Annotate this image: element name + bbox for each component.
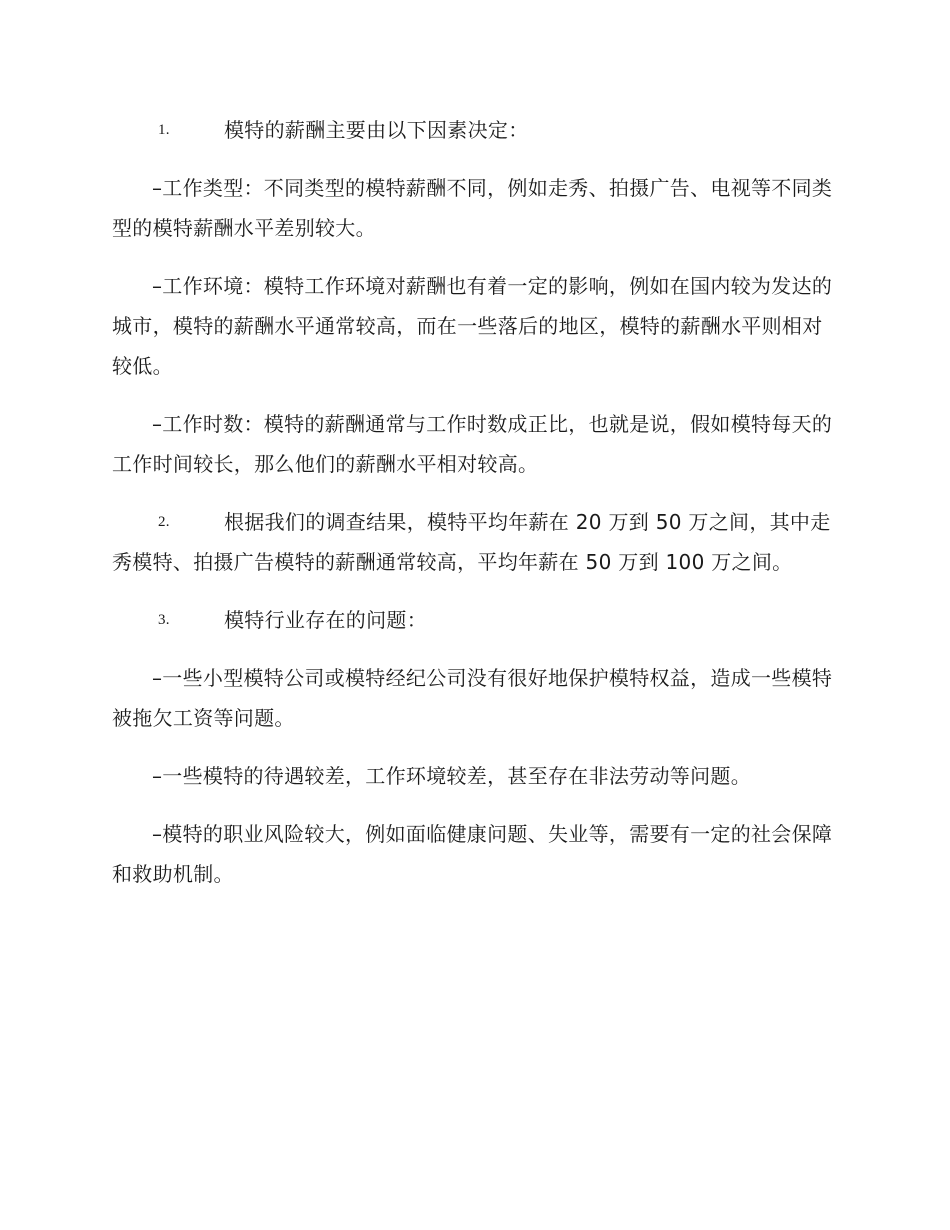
section-2-paragraph <box>112 502 834 582</box>
section-1-number: 1. <box>158 122 170 138</box>
section-2-text: 根据我们的调查结果，模特平均年薪在 20 万到 50 万之间，其中走秀模特、拍摄广告模特的薪酬通常较高，平均年薪在 50 万到 100 万之间。 <box>112 510 831 574</box>
section-3-item-3: –模特的职业风险较大，例如面临健康问题、失业等，需要有一定的社会保障和救助机制。 <box>112 822 833 886</box>
section-1-heading <box>112 110 834 150</box>
section-1-item-1: –工作类型：不同类型的模特薪酬不同，例如走秀、拍摄广告、电视等不同类型的模特薪酬水平差别较大。 <box>112 176 833 240</box>
section-1-item-2: –工作环境：模特工作环境对薪酬也有着一定的影响，例如在国内较为发达的城市，模特的薪酬水平通常较高，而在一些落后的地区，模特的薪酬水平则相对较低。 <box>112 274 833 378</box>
section-1-heading-text: 模特的薪酬主要由以下因素决定： <box>224 118 529 142</box>
section-3-item-1: –一些小型模特公司或模特经纪公司没有很好地保护模特权益，造成一些模特被拖欠工资等问题。 <box>112 666 833 730</box>
section-2-number: 2. <box>158 514 170 530</box>
document-body <box>112 110 834 912</box>
section-3-heading <box>112 600 834 640</box>
section-3-heading-text: 模特行业存在的问题： <box>224 608 427 632</box>
section-1-item-3: –工作时数：模特的薪酬通常与工作时数成正比，也就是说，假如模特每天的工作时间较长，那么他们的薪酬水平相对较高。 <box>112 412 833 476</box>
section-3-number: 3. <box>158 612 170 628</box>
section-3-item-2: –一些模特的待遇较差，工作环境较差，甚至存在非法劳动等问题。 <box>152 764 751 788</box>
